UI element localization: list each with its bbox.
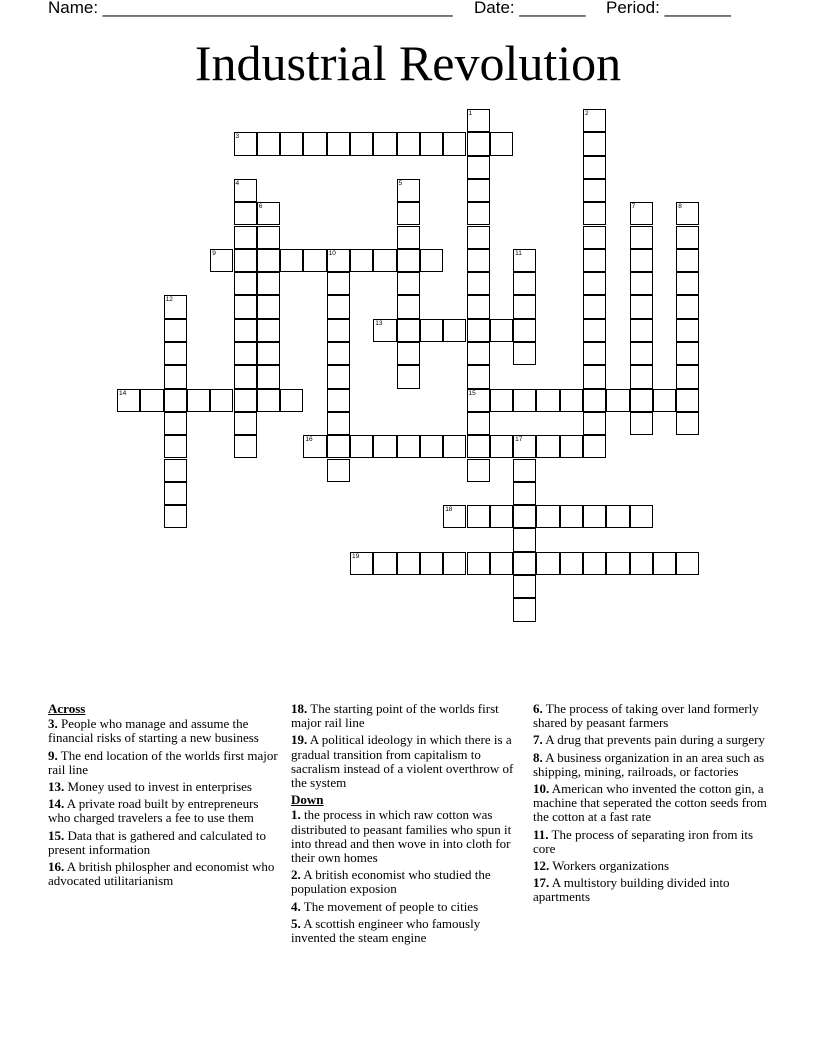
crossword-cell[interactable]	[443, 132, 466, 155]
clue-text: The movement of people to cities	[300, 898, 479, 914]
crossword-cell[interactable]	[630, 226, 653, 249]
crossword-cell[interactable]	[443, 435, 466, 458]
crossword-cell[interactable]	[257, 342, 280, 365]
crossword-cell[interactable]	[513, 459, 536, 482]
crossword-cell[interactable]	[467, 156, 490, 179]
clue-number-label: 16.	[48, 859, 65, 875]
crossword-cell[interactable]	[234, 319, 257, 342]
crossword-cell[interactable]	[676, 202, 699, 225]
crossword-cell[interactable]	[397, 226, 420, 249]
clue-text: A scottish engineer who famously invented the steam engine	[291, 915, 481, 946]
clues-column-2	[291, 702, 527, 948]
crossword-cell[interactable]	[513, 575, 536, 598]
clue-item	[533, 859, 769, 873]
crossword-cell[interactable]	[676, 226, 699, 249]
crossword-cell[interactable]	[676, 552, 699, 575]
crossword-cell[interactable]	[164, 295, 187, 318]
clue-text: A british economist who studied the population exposion	[291, 867, 491, 897]
crossword-cell[interactable]	[443, 319, 466, 342]
crossword-cell[interactable]	[280, 249, 303, 272]
clue-number: 16	[305, 436, 313, 444]
crossword-cell[interactable]	[327, 435, 350, 458]
crossword-cell[interactable]	[257, 272, 280, 295]
crossword-cell[interactable]	[583, 435, 606, 458]
crossword-cell[interactable]	[630, 272, 653, 295]
crossword-cell[interactable]	[280, 132, 303, 155]
crossword-cell[interactable]	[467, 365, 490, 388]
crossword-cell[interactable]	[513, 319, 536, 342]
crossword-cell[interactable]	[257, 389, 280, 412]
clue-number-label: 5.	[291, 915, 301, 931]
clue-number: 6	[258, 203, 263, 211]
crossword-cell[interactable]	[630, 249, 653, 272]
crossword-cell[interactable]	[560, 505, 583, 528]
clue-number-label: 13.	[48, 779, 65, 795]
crossword-cell[interactable]	[117, 389, 140, 412]
clue-number-label: 17.	[533, 875, 550, 891]
crossword-cell[interactable]	[513, 598, 536, 621]
crossword-cell[interactable]	[583, 132, 606, 155]
clue-number-label: 3.	[48, 716, 58, 732]
crossword-cell[interactable]	[536, 389, 559, 412]
crossword-cell[interactable]	[467, 552, 490, 575]
crossword-cell[interactable]	[397, 179, 420, 202]
crossword-cell[interactable]	[513, 505, 536, 528]
clue-item	[48, 717, 284, 745]
crossword-cell[interactable]	[443, 505, 466, 528]
crossword-cell[interactable]	[630, 505, 653, 528]
clue-item	[533, 782, 769, 825]
crossword-cell[interactable]	[467, 295, 490, 318]
clue-number-label: 11.	[533, 826, 549, 842]
clue-number-label: 8.	[533, 749, 543, 765]
crossword-cell[interactable]	[513, 272, 536, 295]
clue-number: 15	[468, 389, 476, 397]
period-field[interactable]: Period: _______	[606, 0, 731, 17]
crossword-cell[interactable]	[164, 482, 187, 505]
clue-item	[48, 780, 284, 794]
clue-text: Data that is gathered and calculated to present information	[48, 827, 267, 857]
clue-number-label: 7.	[533, 732, 543, 748]
clue-text: The process of taking over land formerly shared by peasant farmers	[533, 701, 759, 731]
crossword-cell[interactable]	[536, 505, 559, 528]
crossword-cell[interactable]	[630, 552, 653, 575]
crossword-cell[interactable]	[420, 249, 443, 272]
crossword-cell[interactable]	[327, 365, 350, 388]
crossword-cell[interactable]	[560, 389, 583, 412]
crossword-cell[interactable]	[513, 552, 536, 575]
crossword-cell[interactable]	[164, 319, 187, 342]
crossword-cell[interactable]	[467, 226, 490, 249]
clue-text: The starting point of the worlds first major rail line	[291, 701, 499, 731]
crossword-cell[interactable]	[327, 459, 350, 482]
crossword-cell[interactable]	[234, 295, 257, 318]
crossword-cell[interactable]	[234, 412, 257, 435]
clue-number-label: 1.	[291, 807, 301, 823]
crossword-cell[interactable]	[467, 412, 490, 435]
crossword-cell[interactable]	[420, 319, 443, 342]
crossword-cell[interactable]	[653, 389, 676, 412]
clue-number-label: 12.	[533, 858, 550, 874]
crossword-cell[interactable]	[327, 295, 350, 318]
crossword-cell[interactable]	[583, 202, 606, 225]
crossword-cell[interactable]	[257, 319, 280, 342]
down-list-continued	[533, 702, 769, 905]
crossword-cell[interactable]	[420, 552, 443, 575]
clue-number: 12	[165, 296, 173, 304]
crossword-cell[interactable]	[257, 365, 280, 388]
clues-column-3	[533, 702, 769, 908]
crossword-cell[interactable]	[630, 342, 653, 365]
clue-text: Workers organizations	[549, 858, 670, 874]
crossword-cell[interactable]	[490, 435, 513, 458]
clue-number: 4	[235, 179, 240, 187]
crossword-cell[interactable]	[373, 249, 396, 272]
crossword-cell[interactable]	[257, 249, 280, 272]
crossword-cell[interactable]	[630, 319, 653, 342]
crossword-cell[interactable]	[327, 272, 350, 295]
crossword-cell[interactable]	[676, 319, 699, 342]
crossword-cell[interactable]	[583, 156, 606, 179]
crossword-cell[interactable]	[327, 342, 350, 365]
crossword-cell[interactable]	[210, 249, 233, 272]
clue-text: Money used to invest in enterprises	[64, 779, 252, 795]
crossword-cell[interactable]	[583, 365, 606, 388]
clue-number-label: 19.	[291, 732, 308, 748]
crossword-cell[interactable]	[210, 389, 233, 412]
crossword-cell[interactable]	[676, 389, 699, 412]
crossword-cell[interactable]	[234, 342, 257, 365]
crossword-cell[interactable]	[490, 132, 513, 155]
clue-item	[291, 733, 527, 790]
crossword-cell[interactable]	[234, 179, 257, 202]
crossword-cell[interactable]	[490, 389, 513, 412]
crossword-cell[interactable]	[630, 389, 653, 412]
clue-item	[533, 733, 769, 747]
clue-item	[48, 829, 284, 857]
clue-number: 11	[515, 249, 522, 257]
crossword-cell[interactable]	[467, 389, 490, 412]
crossword-cell[interactable]	[397, 249, 420, 272]
crossword-cell[interactable]	[467, 459, 490, 482]
crossword-cell[interactable]	[164, 389, 187, 412]
crossword-cell[interactable]	[583, 226, 606, 249]
clue-number: 19	[352, 552, 360, 560]
crossword-cell[interactable]	[327, 249, 350, 272]
date-field[interactable]: Date: _______	[474, 0, 586, 17]
crossword-cell[interactable]	[536, 552, 559, 575]
crossword-cell[interactable]	[513, 342, 536, 365]
across-list-continued	[291, 702, 527, 790]
crossword-cell[interactable]	[234, 202, 257, 225]
crossword-cell[interactable]	[350, 435, 373, 458]
crossword-cell[interactable]	[490, 505, 513, 528]
crossword-cell[interactable]	[164, 505, 187, 528]
crossword-cell[interactable]	[397, 272, 420, 295]
crossword-cell[interactable]	[676, 342, 699, 365]
crossword-cell[interactable]	[653, 552, 676, 575]
clue-number: 10	[328, 249, 336, 257]
clue-text: The process of separating iron from its core	[533, 826, 754, 856]
clue-number-label: 4.	[291, 898, 301, 914]
crossword-cell[interactable]	[513, 295, 536, 318]
crossword-cell[interactable]	[467, 319, 490, 342]
name-field[interactable]: Name: _____________________________________	[48, 0, 453, 17]
crossword-cell[interactable]	[373, 319, 396, 342]
crossword-cell[interactable]	[327, 132, 350, 155]
crossword-cell[interactable]	[467, 109, 490, 132]
crossword-cell[interactable]	[583, 179, 606, 202]
crossword-cell[interactable]	[583, 552, 606, 575]
crossword-cell[interactable]	[164, 459, 187, 482]
clue-number: 14	[119, 389, 127, 397]
clue-item	[48, 749, 284, 777]
crossword-cell[interactable]	[583, 109, 606, 132]
clue-item	[291, 868, 527, 896]
clue-number: 2	[585, 110, 589, 117]
crossword-cell[interactable]	[257, 132, 280, 155]
crossword-cell[interactable]	[583, 249, 606, 272]
clue-number: 3	[235, 133, 240, 141]
crossword-cell[interactable]	[676, 412, 699, 435]
clue-item	[48, 860, 284, 888]
crossword-cell[interactable]	[234, 272, 257, 295]
crossword-cell[interactable]	[350, 552, 373, 575]
crossword-cell[interactable]	[164, 435, 187, 458]
clue-number: 9	[212, 249, 216, 257]
page-title: Industrial Revolution	[194, 35, 622, 91]
crossword-cell[interactable]	[397, 365, 420, 388]
crossword-cell[interactable]	[234, 132, 257, 155]
crossword-cell[interactable]	[397, 342, 420, 365]
crossword-cell[interactable]	[443, 552, 466, 575]
crossword-cell[interactable]	[397, 132, 420, 155]
crossword-cell[interactable]	[373, 552, 396, 575]
clue-item	[533, 828, 769, 856]
crossword-cell[interactable]	[583, 412, 606, 435]
clue-item	[291, 917, 527, 945]
crossword-cell[interactable]	[467, 179, 490, 202]
crossword-cell[interactable]	[397, 435, 420, 458]
crossword-cell[interactable]	[513, 482, 536, 505]
crossword-cell[interactable]	[490, 319, 513, 342]
crossword-cell[interactable]	[303, 435, 326, 458]
crossword-cell[interactable]	[630, 365, 653, 388]
clue-item	[533, 876, 769, 904]
crossword-cell[interactable]	[583, 272, 606, 295]
crossword-cell[interactable]	[467, 132, 490, 155]
crossword-cell[interactable]	[467, 272, 490, 295]
crossword-cell[interactable]	[257, 226, 280, 249]
clue-number: 7	[631, 203, 636, 211]
clue-item	[533, 751, 769, 779]
clue-item	[291, 808, 527, 865]
clue-text: The end location of the worlds first major rail line	[48, 747, 278, 777]
clue-number-label: 10.	[533, 781, 550, 797]
clues-column-1	[48, 702, 284, 891]
crossword-cell[interactable]	[164, 342, 187, 365]
crossword-cell[interactable]	[373, 132, 396, 155]
crossword-cell[interactable]	[513, 528, 536, 551]
crossword-cell[interactable]	[420, 132, 443, 155]
crossword-cell[interactable]	[280, 389, 303, 412]
crossword-cell[interactable]	[397, 552, 420, 575]
clue-text: A political ideology in which there is a gradual transition from capitalism to sacralism instead of a violent overthrow of the system	[291, 732, 514, 791]
crossword-cell[interactable]	[257, 202, 280, 225]
clue-item	[48, 797, 284, 825]
crossword-cell[interactable]	[234, 435, 257, 458]
crossword-cell[interactable]	[373, 435, 396, 458]
clue-text: A british philospher and economist who advocated utilitarianism	[48, 859, 275, 889]
crossword-cell[interactable]	[164, 365, 187, 388]
crossword-cell[interactable]	[583, 389, 606, 412]
crossword-cell[interactable]	[257, 295, 280, 318]
crossword-cell[interactable]	[583, 342, 606, 365]
crossword-cell[interactable]	[560, 435, 583, 458]
clue-number: 1	[468, 110, 473, 117]
crossword-cell[interactable]	[676, 272, 699, 295]
crossword-cell[interactable]	[350, 132, 373, 155]
clue-number-label: 9.	[48, 747, 58, 763]
crossword-cell[interactable]	[327, 412, 350, 435]
crossword-cell[interactable]	[583, 505, 606, 528]
crossword-cell[interactable]	[676, 295, 699, 318]
crossword-cell[interactable]	[234, 389, 257, 412]
crossword-cell[interactable]	[467, 202, 490, 225]
clue-text: A private road built by entrepreneurs who charged travelers a fee to use them	[48, 796, 259, 826]
crossword-cell[interactable]	[490, 552, 513, 575]
crossword-cell[interactable]	[234, 365, 257, 388]
clue-number: 13	[375, 319, 383, 327]
crossword-cell[interactable]	[676, 365, 699, 388]
crossword-cell[interactable]	[467, 505, 490, 528]
clue-number-label: 14.	[48, 796, 65, 812]
clue-text: A drug that prevents pain during a surgery	[542, 732, 765, 748]
clue-number-label: 15.	[48, 827, 65, 843]
clue-number: 8	[678, 203, 682, 211]
clue-text: A multistory building divided into apartments	[533, 875, 730, 905]
crossword-cell[interactable]	[630, 412, 653, 435]
clue-number-label: 6.	[533, 701, 543, 716]
crossword-cell[interactable]	[397, 295, 420, 318]
clue-number: 17	[515, 436, 523, 444]
clue-number: 18	[445, 506, 453, 514]
crossword-cell[interactable]	[350, 249, 373, 272]
clue-item	[291, 900, 527, 914]
clue-item	[291, 702, 527, 730]
clue-number-label: 2.	[291, 867, 301, 883]
crossword-cell[interactable]	[513, 435, 536, 458]
crossword-cell[interactable]	[303, 132, 326, 155]
crossword-cell[interactable]	[513, 389, 536, 412]
clue-text: the process in which raw cotton was distributed to peasant families who spun it into thread and then wove in into cloth for their own homes	[291, 807, 512, 866]
crossword-cell[interactable]	[630, 295, 653, 318]
crossword-cell[interactable]	[583, 295, 606, 318]
crossword-cell[interactable]	[630, 202, 653, 225]
crossword-cell[interactable]	[560, 552, 583, 575]
crossword-cell[interactable]	[234, 226, 257, 249]
clue-text: People who manage and assume the financial risks of starting a new business	[48, 716, 259, 746]
crossword-cell[interactable]	[420, 435, 443, 458]
across-heading: Across	[48, 701, 86, 716]
crossword-cell[interactable]	[187, 389, 210, 412]
crossword-cell[interactable]	[606, 389, 629, 412]
crossword-cell[interactable]	[303, 249, 326, 272]
crossword-cell[interactable]	[397, 202, 420, 225]
crossword-cell[interactable]	[676, 249, 699, 272]
crossword-cell[interactable]	[397, 319, 420, 342]
crossword-cell[interactable]	[140, 389, 163, 412]
down-list	[291, 808, 527, 945]
clue-item	[533, 702, 769, 730]
across-list	[48, 717, 284, 888]
crossword-cell[interactable]	[513, 249, 536, 272]
crossword-cell[interactable]	[467, 342, 490, 365]
crossword-cell[interactable]	[234, 249, 257, 272]
clue-text: American who invented the cotton gin, a machine that seperated the cotton seeds from the cotton at a fast rate	[533, 781, 767, 825]
crossword-cell[interactable]	[583, 319, 606, 342]
crossword-cell[interactable]	[327, 389, 350, 412]
clue-number: 5	[398, 179, 403, 187]
crossword-cell[interactable]	[467, 435, 490, 458]
crossword-cell[interactable]	[467, 249, 490, 272]
crossword-cell[interactable]	[606, 552, 629, 575]
clue-number-label: 18.	[291, 701, 308, 716]
crossword-cell[interactable]	[536, 435, 559, 458]
clue-text: A business organization in an area such as shipping, mining, railroads, or factories	[533, 749, 765, 779]
crossword-cell[interactable]	[164, 412, 187, 435]
crossword-cell[interactable]	[606, 505, 629, 528]
crossword-cell[interactable]	[327, 319, 350, 342]
down-heading: Down	[291, 792, 324, 808]
